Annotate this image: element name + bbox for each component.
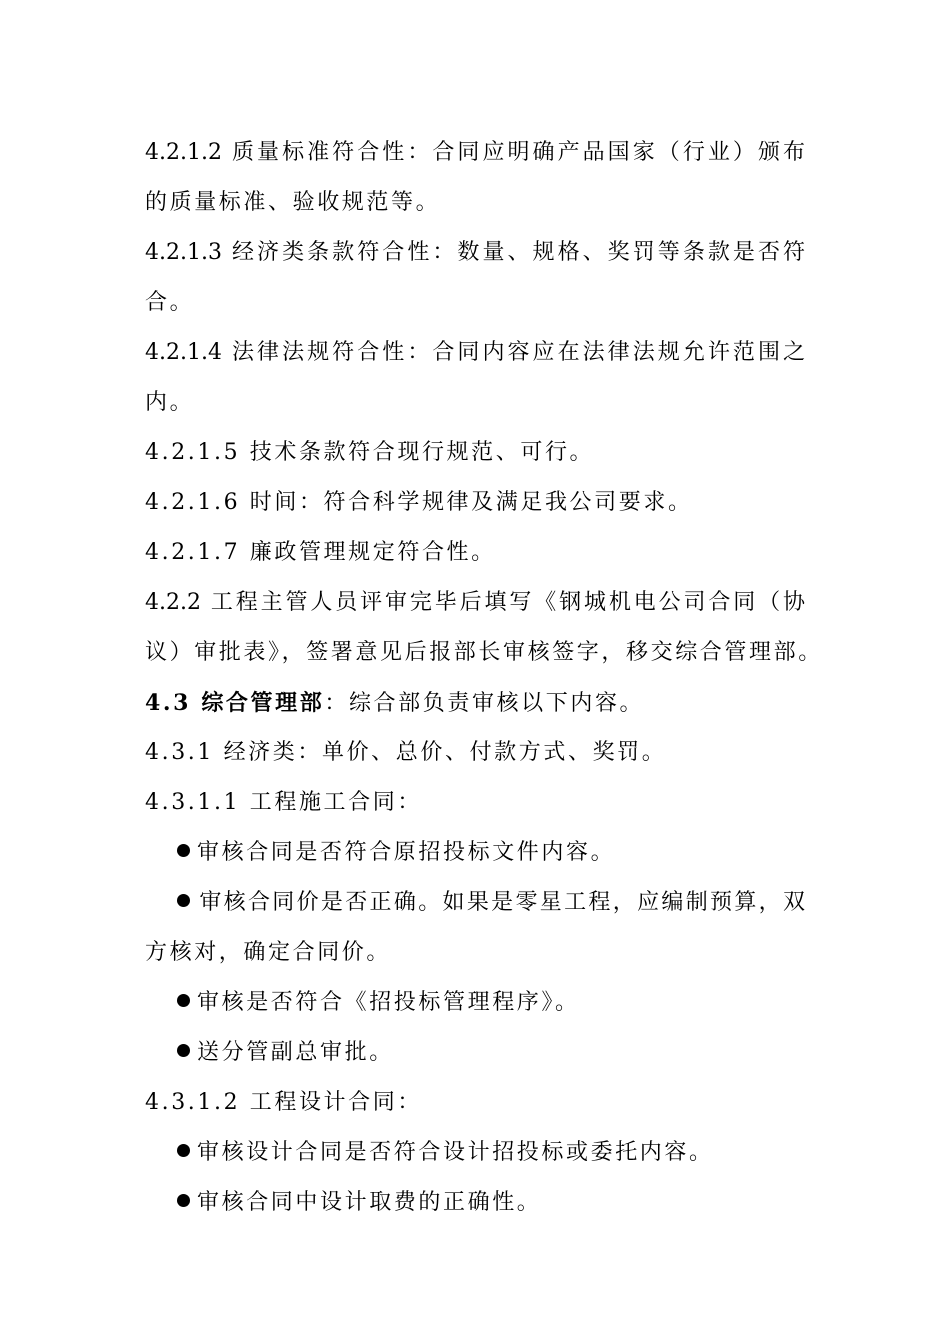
bullet-item <box>145 1128 805 1178</box>
bullet-dot-icon <box>177 1194 190 1207</box>
clause-4-2-1-3-continued: 合。 <box>145 290 195 315</box>
clause-4-3-1: 4.3.1 经济类：单价、总价、付款方式、奖罚。 <box>145 740 667 765</box>
bullet-text: 送分管副总审批。 <box>197 1040 394 1065</box>
clause-4-2-2-continued: 议）审批表》，签署意见后报部长审核签字，移交综合管理部。 <box>145 640 823 665</box>
bullet-dot-icon <box>177 994 190 1007</box>
bullet-dot-icon <box>177 1044 190 1057</box>
bullet-dot-icon <box>177 1144 190 1157</box>
bullet-item <box>145 828 805 878</box>
bullet-item <box>145 1028 805 1078</box>
bullet-text: 审核合同中设计取费的正确性。 <box>197 1190 542 1215</box>
bullet-text: 审核是否符合《招投标管理程序》。 <box>197 990 580 1015</box>
bullet-item <box>145 978 805 1028</box>
clause-4-2-1-6: 4.2.1.6 时间：符合科学规律及满足我公司要求。 <box>145 490 693 515</box>
clause-4-2-1-3: 4.2.1.3 经济类条款符合性：数量、规格、奖罚等条款是否符 <box>145 240 805 265</box>
bullet-item <box>145 1178 805 1228</box>
clause-4-3-1-2: 4.3.1.2 工程设计合同： <box>145 1090 422 1115</box>
bullet-item <box>145 878 805 928</box>
clause-4-3-1-1: 4.3.1.1 工程施工合同： <box>145 790 422 815</box>
clause-4-2-2: 4.2.2 工程主管人员评审完毕后填写《钢城机电公司合同（协 <box>145 590 805 615</box>
clause-4-2-1-4: 4.2.1.4 法律法规符合性：合同内容应在法律法规允许范围之 <box>145 340 805 365</box>
clause-4-2-1-5: 4.2.1.5 技术条款符合现行规范、可行。 <box>145 440 595 465</box>
section-4-3 <box>145 678 805 728</box>
document-body <box>145 128 823 1228</box>
bullet-text: 审核合同是否符合原招投标文件内容。 <box>197 840 616 865</box>
bullet-text: 审核设计合同是否符合设计招投标或委托内容。 <box>197 1140 714 1165</box>
clause-4-2-1-7: 4.2.1.7 廉政管理规定符合性。 <box>145 540 496 565</box>
bullet-dot-icon <box>177 894 190 907</box>
clause-4-2-1-2: 4.2.1.2 质量标准符合性：合同应明确产品国家（行业）颁布 <box>145 140 805 165</box>
bullet-item-continued: 方核对，确定合同价。 <box>145 940 392 965</box>
section-4-3-heading: 4.3 综合管理部 <box>145 690 325 716</box>
clause-4-2-1-4-continued: 内。 <box>145 390 195 415</box>
section-4-3-text: ：综合部负责审核以下内容。 <box>324 691 645 716</box>
bullet-text: 审核合同价是否正确。如果是零星工程，应编制预算，双 <box>197 890 805 915</box>
clause-4-2-1-2-continued: 的质量标准、验收规范等。 <box>145 190 441 215</box>
bullet-dot-icon <box>177 844 190 857</box>
